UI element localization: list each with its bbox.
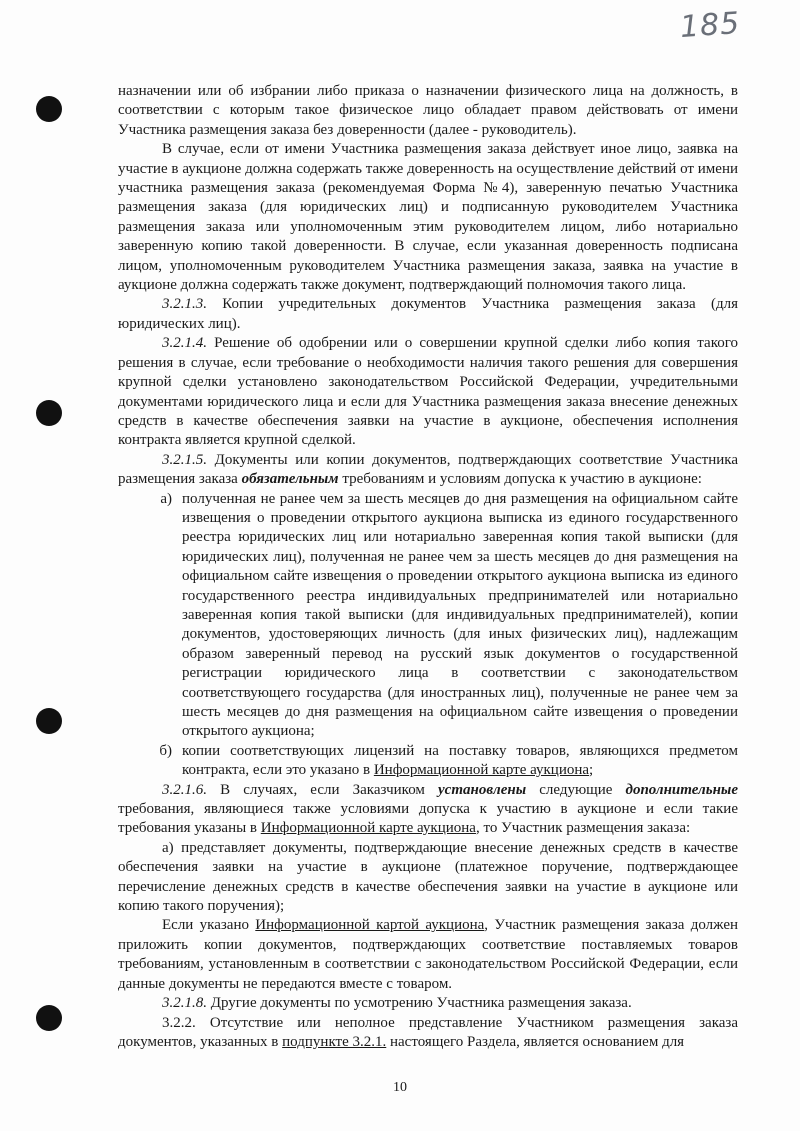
- clause-text: В случаях, если Заказчиком: [207, 781, 439, 798]
- paragraph-proxy: В случае, если от имени Участника размещения заказа действует иное лицо, заявка на участие в аукционе должна содержать также доверенность на осуществление действий от имени участника размещения заказа (рекомендуемая Форма №4), заверенную печатью Участника размещения заказа (для юридических лиц) и подписанную руководителем Участника размещения заказа или уполномоченным этим руководителем лицом, либо нотариально заверенную копию такой доверенности. В случае, если указанная доверенность подписана лицом, уполномоченным руководителем Участника размещения заказа, заявка на участие в аукционе должна содержать также документ, подтверждающий полномочия такого лица.: [118, 141, 738, 294]
- clause-text: Решение об одобрении или о совершении крупной сделки либо копия такого решения в случае, если требование о необходимости наличия такого решения для совершения крупной сделки установлено законодательством Российской Федерации, учредительными документами юридического лица и если для Участника размещения заказа внесение денежных средств в качестве обеспечения заявки на участие в аукционе, обеспечения исполнения контракта является крупной сделкой.: [118, 335, 738, 449]
- punch-hole: [36, 1005, 62, 1031]
- info-card-link[interactable]: Информационной карте аукциона: [260, 820, 476, 837]
- list-marker: б): [159, 742, 172, 759]
- clause-number: 3.2.1.3.: [162, 296, 207, 313]
- paragraph-continuation: назначении или об избрании либо приказа о назначении физического лица на должность, в соответствии с которым такое физическое лицо обладает правом действовать от имени Участника размещения заказа без доверенности (далее - руководитель).: [118, 83, 738, 138]
- clause-number: 3.2.1.5.: [162, 451, 207, 468]
- list-item-text-end: ;: [589, 762, 594, 779]
- clause-text: Документы или копии документов, подтверждающих соответствие Участника размещения заказа: [118, 451, 738, 488]
- clause-3-2-1-5: [118, 451, 738, 490]
- punch-hole: [36, 96, 62, 122]
- list-marker: а): [160, 490, 172, 507]
- clause-text: требованиям и условиям допуска к участию в аукционе:: [338, 471, 702, 488]
- info-card-link[interactable]: Информационной карте аукциона: [373, 762, 590, 779]
- clause-3-2-1-8: [118, 994, 738, 1013]
- paragraph-if-specified: [118, 916, 738, 994]
- clause-text: требования, являющиеся также условиями допуска к участию в аукционе и если такие требования указаны в: [118, 801, 738, 837]
- emphasis-text: дополнительные: [625, 781, 738, 798]
- clause-3-2-2: [118, 1014, 738, 1053]
- emphasis-text: установлены: [438, 781, 527, 798]
- emphasis-text: обязательным: [241, 471, 339, 488]
- subsection-link[interactable]: подпункте 3.2.1.: [282, 1033, 387, 1050]
- list-item-a: [118, 490, 738, 742]
- info-card-link[interactable]: Информационной картой аукциона: [255, 917, 485, 934]
- clause-number: 3.2.1.6.: [162, 781, 207, 798]
- clause-text: Копии учредительных документов Участника размещения заказа (для юридических лиц).: [118, 296, 738, 332]
- clause-3-2-1-4: [118, 334, 738, 450]
- punch-hole: [36, 400, 62, 426]
- paragraph-text: , Участник размещения заказа должен приложить копии документов, подтверждающих соответствие поставляемых товаров требованиям, установленным в соответствии с законодательством Российской Федерации, если данные документы не передаются вместе с товаром.: [118, 917, 739, 992]
- clause-3-2-1-6: [118, 781, 738, 839]
- clause-text: настоящего Раздела, является основанием для: [386, 1033, 685, 1050]
- list-item-b: [118, 742, 738, 781]
- handwritten-page-stamp: 185: [678, 5, 742, 46]
- paragraph-text: Если указано: [162, 917, 256, 934]
- list-item-text: [182, 742, 738, 781]
- punch-hole: [36, 708, 62, 734]
- clause-number: 3.2.1.4.: [162, 335, 207, 352]
- list-item-text: полученная не ранее чем за шесть месяцев до дня размещения на официальном сайте извещения о проведении открытого аукциона выписка из единого государственного реестра юридических лиц или нотариально заверенная копия такой выписки (для юридических лиц), полученная не ранее чем за шесть месяцев до дня размещения на официальном сайте извещения о проведении открытого аукциона выписка из единого государственного реестра индивидуальных предпринимателей или нотариально заверенная копия такой выписки (для индивидуальных предпринимателей), копии документов, удостоверяющих личность (для иных физических лиц), надлежащим образом заверенный перевод на русский язык документов о государственной регистрации юридического лица в соответствии с законодательством соответствующего государства (для иностранных лиц), полученные не ранее чем за шесть месяцев до дня размещения на официальном сайте извещения о проведении открытого аукциона;: [182, 490, 738, 740]
- clause-text: 3.2.2. Отсутствие или неполное представление Участником размещения заказа документов, указанных в: [118, 1014, 738, 1050]
- clause-text: следующие: [526, 781, 626, 798]
- list-item-text-start: копии соответствующих лицензий на поставку товаров, являющихся предметом контракта, если это указано в: [182, 742, 738, 779]
- page-number: 10: [393, 1080, 407, 1095]
- clause-text: , то Участник размещения заказа:: [475, 820, 691, 837]
- item-a-payment: а) представляет документы, подтверждающие внесение денежных средств в качестве обеспечения заявки на участие в аукционе (платежное поручение, подтверждающее перечисление денежных средств в качестве обеспечения заявки на участие в аукционе или копию такого поручения);: [118, 839, 738, 915]
- document-body: [118, 82, 738, 1052]
- clause-text: Другие документы по усмотрению Участника размещения заказа.: [207, 995, 632, 1012]
- clause-3-2-1-3: [118, 295, 738, 334]
- clause-number: 3.2.1.8.: [162, 995, 207, 1012]
